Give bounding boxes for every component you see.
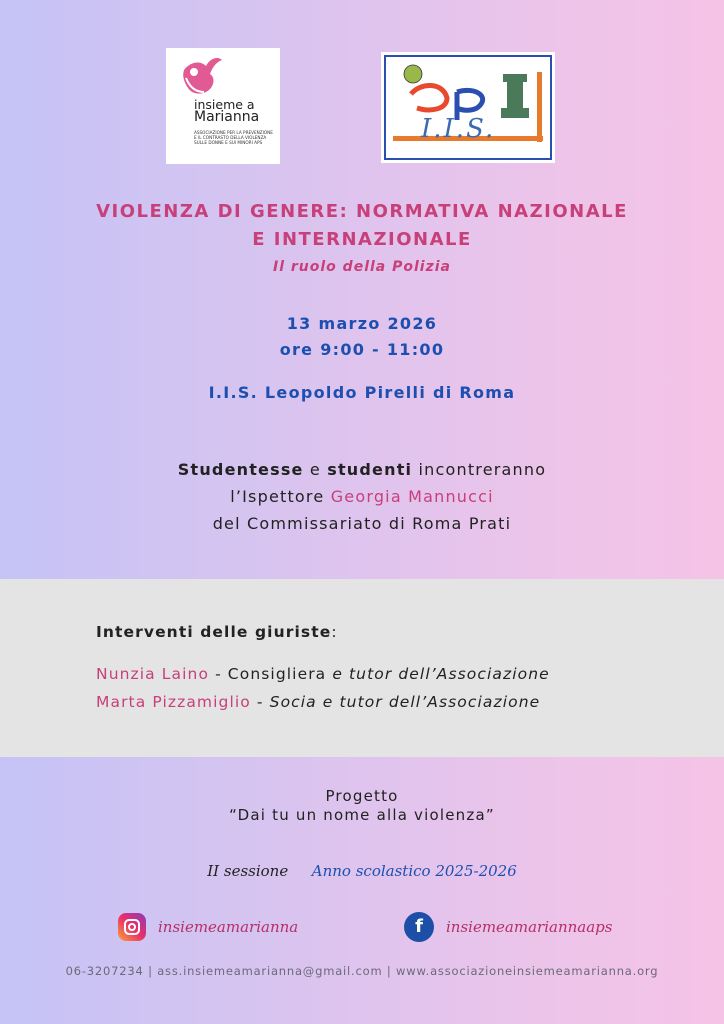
school-year: Anno scolastico 2025-2026 (311, 862, 517, 880)
speaker-name: Marta Pizzamiglio (96, 693, 251, 711)
logo-tagline: ASSOCIAZIONE PER LA PREVENZIONE E IL CONTRASTO DELLA VIOLENZA SULLE DONNE E SUI MINORI APS (194, 130, 273, 145)
event-time: ore 9:00 - 11:00 (279, 340, 445, 359)
intro-line1 (0, 460, 724, 479)
inspector-name: Georgia Mannucci (330, 487, 494, 506)
contact-footer: 06-3207234 | ass.insiemeamarianna@gmail.com | www.associazioneinsiemeamarianna.org (65, 964, 659, 978)
speakers-band (0, 579, 724, 757)
event-date: 13 marzo 2026 (286, 314, 438, 333)
speakers-heading-colon: : (331, 623, 338, 641)
speaker-role: Socia e tutor dell’Associazione (269, 693, 541, 711)
project-name: “Dai tu un nome alla violenza” (229, 806, 495, 824)
logo-text-line1: insieme a (194, 97, 255, 112)
instagram-link[interactable] (118, 913, 298, 941)
speaker-role: e tutor dell’Associazione (332, 665, 550, 683)
facebook-handle: insiemeamariannaaps (446, 918, 613, 936)
logo-iis-text: I.I.S. (421, 114, 496, 144)
iis-pirelli-logo (381, 52, 555, 163)
intro-conj: e (303, 460, 328, 479)
speaker-name: Nunzia Laino (96, 665, 210, 683)
intro-rest: incontreranno (412, 460, 547, 479)
instagram-icon (118, 913, 146, 941)
intro-bold-studentesse: Studentesse (177, 460, 304, 479)
insieme-a-marianna-logo (166, 48, 280, 164)
intro-prefix: l’Ispettore (230, 487, 331, 506)
session-line (0, 862, 724, 880)
project-label: Progetto (325, 787, 399, 805)
event-title-line1: VIOLENZA DI GENERE: NORMATIVA NAZIONALE (96, 201, 628, 222)
event-subtitle: Il ruolo della Polizia (273, 259, 451, 275)
facebook-link[interactable] (404, 912, 612, 942)
speaker-item (96, 665, 550, 683)
speaker-sep: - (250, 693, 270, 711)
speakers-heading (96, 623, 338, 641)
speakers-heading-text: Interventi delle giuriste (96, 623, 332, 641)
logo-monogram (443, 82, 444, 83)
intro-bold-studenti: studenti (327, 460, 413, 479)
speaker-sep: - Consigliera (209, 665, 333, 683)
event-venue: I.I.S. Leopoldo Pirelli di Roma (208, 383, 516, 402)
session-number: II sessione (207, 862, 289, 880)
facebook-icon: f (404, 912, 434, 942)
event-title-line2: E INTERNAZIONALE (252, 229, 472, 250)
intro-line3: del Commissariato di Roma Prati (212, 514, 512, 533)
intro-line2 (0, 487, 724, 506)
instagram-handle: insiemeamarianna (158, 918, 299, 936)
logo-text-line2: Marianna (194, 109, 260, 125)
speaker-item (96, 693, 540, 711)
school-emblem-icon (381, 52, 555, 163)
